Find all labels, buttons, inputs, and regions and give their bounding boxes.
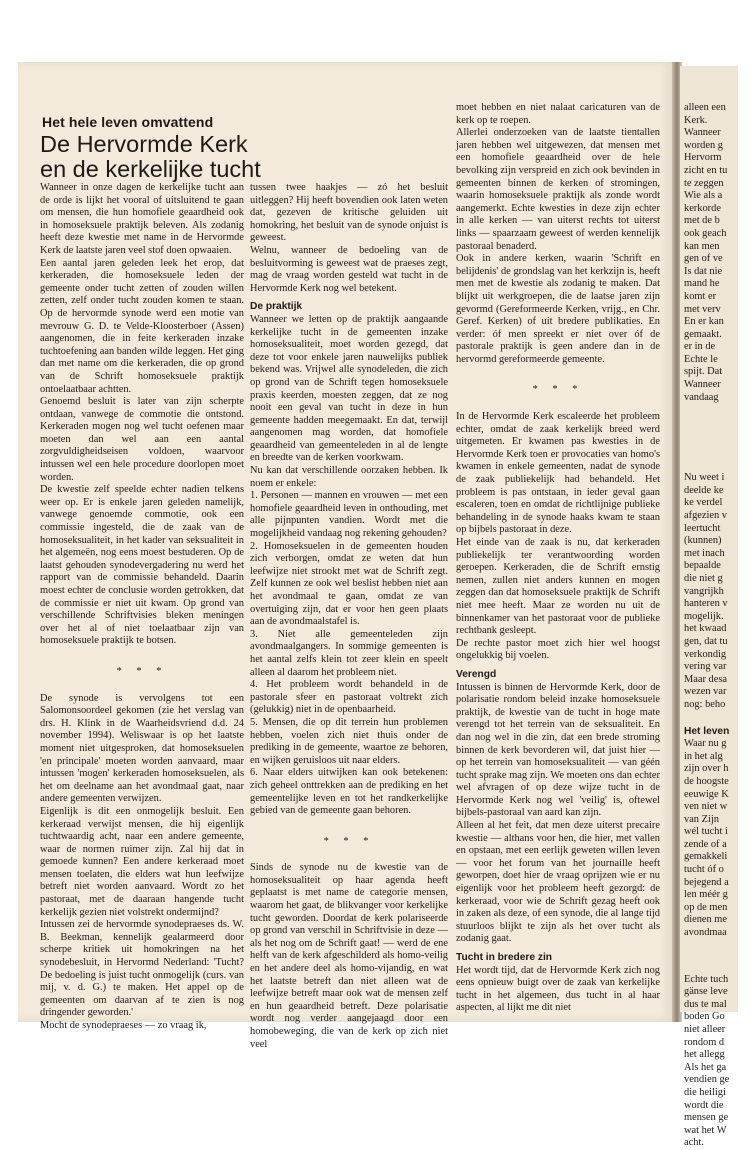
line-group-c — [684, 738, 754, 940]
facing-page — [680, 66, 738, 1149]
text-line: vandaag — [684, 391, 719, 403]
title-line-2: en de kerkelijke tucht — [40, 156, 261, 182]
paragraph: De synode is vervolgens tot een Salomonsoordeel gekomen (zie het verslag van drs. H. Klink in de Waarheidsvriend d.d. 24 november 1994). Weliswaar is op het laatste moment niet uitgesproken, dat homoseksuelen 'en principale' moeten worden aanvaard, maar intussen 'mogen' kerkeraden homoseksuelen, als het om deelname aan het avondmaal gaat, naar andere gemeenten verwijzen. — [40, 692, 244, 805]
text-line: ven niet w — [684, 801, 728, 813]
paragraph: Wanneer we letten op de praktijk aangaande kerkelijke tucht in de gemeenten inzake homoseksualiteit, moet worden gezegd, dat deze tot voor enkele jaren nauwelijks publiek bekend was. Vrijwel alle synodeleden, die zich op grond van de Schrift tegen homoseksuele praxis keerden, moesten zeggen, dat ze nog nooit een geval van tucht in deze in hun gemeente hadden meegemaakt. En dat, terwijl aangenomen mag worden, dat homofiele geaardheid van gemeenteleden in al de lengte en breedte van de kerken voorkwam. — [250, 313, 448, 464]
text-line: zende of a — [684, 838, 727, 850]
text-line: tucht óf o — [684, 864, 724, 876]
list-item: 6. Naar elders uitwijken kan ook betekenen: zich geheel onttrekken aan de prediking en het gemeentelijke leven en tot het randkerkelijke gebied van de gemeente gaan behoren. — [250, 767, 448, 817]
column-1 — [40, 182, 244, 1033]
paragraph: Alleen al het feit, dat men deze uiterst precaire kwestie — althans voor hen, die hier, met vallen en opstaan, met een eerlijk geweten willen leven — voor het forum van het journaille heeft geworpen, doet hier de vraag oprijzen wie er nu eigenlijk voor het probleem heeft gezorgd: de kerkeraad, voor wie de Schrift gezag heeft ook in zaken als deze, of een synode, die al lange tijd stuurloos blijkt te zijn als het over tucht als zodanig gaat. — [456, 820, 660, 945]
text-line: bepaalde — [684, 560, 721, 572]
text-line: boden Go — [684, 1011, 725, 1023]
text-line: gänse leve — [684, 986, 728, 998]
paragraph: Nu kan dat verschillende oorzaken hebben. Ik noem er enkele: — [250, 465, 448, 489]
paragraph: Sinds de synode nu de kwestie van de homoseksualiteit op haar agenda heeft geplaatst is met name de categorie mensen, waarom het gaat, de blikvanger voor kerkelijke tucht geworden. Doordat de kerk polariseerde op grond van verschil in Schriftvisie in deze — als het nog om de Schrift gaat! — werd de ene helft van de kerk afgeschilderd als homo-veilig en het andere deel als homo-vijandig, en wat het laatste betreft dan niet alleen wat de leefwijze betreft maar ook wat de mensen zelf en hun geaardheid betreft. Deze polarisatie wordt nog verder aangejaagd door een homobeweging, die van de kerk op zich niet veel — [250, 862, 448, 1050]
text-line: zicht en tu — [684, 164, 728, 176]
text-line: met de b — [684, 215, 720, 227]
paragraph: Een aantal jaren geleden leek het erop, dat kerkeraden, die homoseksuele leden der gemeente onder tucht zetten of zouden willen zetten, zelf onder tucht zouden komen te staan. Op de hervormde synode werd een motie van mevrouw G. D. te Velde-Kloosterboer (Assen) aangenomen, die in feite kerkeraden inzake tuchtoefening aan banden wilde leggen. Het ging dan met name om die kerkeraden, die op grond van de Schrift homoseksuele praktijk ontoelaatbaar achtten. — [40, 257, 244, 395]
column-2 — [250, 182, 448, 1051]
text-line: op de men — [684, 901, 728, 913]
text-line: wordt die — [684, 1099, 724, 1111]
paragraph: Het wordt tijd, dat de Hervormde Kerk zich nog eens opnieuw buigt over de zaak van kerkelijke tucht in het algemeen, dus tucht in al haar aspecten, al lijkt me dit niet — [456, 964, 660, 1014]
text-line: acht. — [684, 1137, 704, 1149]
text-line: verkondig — [684, 648, 727, 660]
text-line: leertucht — [684, 522, 721, 534]
section-heading: Verengd — [456, 668, 497, 680]
text-line: er in de — [684, 341, 716, 353]
text-line: Als het ga — [684, 1061, 727, 1073]
text-line: afgezien v — [684, 510, 727, 522]
text-line: Echte le — [684, 353, 718, 365]
text-line: in het alg — [684, 750, 723, 762]
list-item: 4. Het probleem wordt behandeld in de pastorale sfeer en pastoraat voltrekt zich (gelukkig) niet in de openbaarheid. — [250, 679, 448, 716]
text-line: Wanneer — [684, 127, 721, 139]
text-line: eeuwige K — [684, 788, 729, 800]
text-line: komt er — [684, 290, 717, 302]
text-line: Nu weet i — [684, 472, 725, 484]
text-line: gen, dat tu — [684, 635, 728, 647]
paragraph: tussen twee haakjes — zó het besluit uitleggen? Hij heeft bovendien ook laten weten dat, gezeven de kritische geluiden uit homokring, het besluit van de synode onjuist is geweest. — [250, 182, 448, 244]
text-line: hanteren v — [684, 598, 728, 610]
text-line: die niet g — [684, 573, 723, 584]
list-item: 1. Personen — mannen en vrouwen — met een homofiele geaardheid leven in onthouding, met alle pijnpunten vandien. Wordt met die mogelijkheid vandaag nog rekening gehouden? — [250, 490, 448, 540]
text-line: ke verdel — [684, 497, 723, 509]
paragraph: Mocht de synodepraeses — zo vraag ik, — [40, 1020, 207, 1031]
line-group-a — [684, 102, 754, 404]
text-line: zijn over h — [684, 763, 729, 775]
text-line: die heiligi — [684, 1086, 726, 1098]
text-line: mensen ge — [684, 1112, 729, 1124]
text-line: spijt. Dat — [684, 366, 723, 378]
text-line: het allegg — [684, 1049, 725, 1061]
paragraph: De kwestie zelf speelde echter nadien telkens weer op. Er is enkele jaren geleden namelijk, vanwege genoemde commotie, ook een commissie ingesteld, die de zaak van de homoseksualiteit, in het kader van seksualiteit in het algemeën, nog eens moest bestuderen. Op de laatst gehouden synodevergadering nu werd het rapport van de commissie behandeld. Daarin moest echter de conclusie worden getrokken, dat de commissie er niet uit kwam. Op grond van verschillende Schriftvisies bleken meningen over het al of niet toelaatbaar zijn van homoseksuele praktijk te botsen. — [40, 484, 244, 647]
paragraph: Wanneer in onze dagen de kerkelijke tucht aan de orde is lijkt het vooral of uitsluitend te gaan om mensen, die hun homofiele geaardheid ook in homoseksuele praktijk beleven. Als zodanig heeft deze kwestie met name in de Hervormde Kerk de laatste jaren veel stof doen opwaaien. — [40, 182, 244, 256]
text-line: Hervorm — [684, 152, 722, 164]
article-title — [40, 132, 261, 182]
text-line: de hoogste — [684, 775, 729, 787]
paragraph: Eigenlijk is dit een onmogelijk besluit. Een kerkeraad verwijst mensen, die hij eigenlijk tuchtwaardig acht, naar een andere gemeente, waar de normen ruimer zijn. Zal hij dat in gemoede kunnen? Een andere kerkeraad moet mensen toelaten, die elders wat hun leefwijze betreft niet worden aanvaard. Wordt zo het pastoraat, met de daaraan hangende tucht kerkelijk gezien niet volstrekt ondermijnd? — [40, 805, 244, 918]
section-heading: De praktijk — [250, 301, 303, 313]
paragraph: Genoemd besluit is later van zijn scherpte ontdaan, vanwege de commotie die ontstond. Kerkeraden mogen nog wel tucht oefenen maar moeten dan wel aan een aantal zorgvuldigheidseisen voldoen, waarvoor intussen wel een hele procedure doorlopen moet worden. — [40, 396, 244, 483]
text-line: bejegend a — [684, 876, 729, 888]
paragraph: Intussen is binnen de Hervormde Kerk, door de polarisatie rondom beleid inzake homoseksuele praktijk, de kwestie van de tucht in hoge mate verengd tot het terrein van de seksualiteit. En dan nog wel in die zin, dat een brede stroming binnen de kerk bevorderen wil, dat juist hier — op het terrein van homoseksualiteit — van géén tucht sprake mag zijn. We moeten ons dan echter wel afvragen of op deze wijze tucht in de Hervormde Kerk nog wel 'veilig' is, oftewel bijbels-pastoraal van aard kan zijn. — [456, 681, 660, 819]
paragraph: Intussen zei de hervormde synodepraeses ds. W. B. Beekman, kennelijk gealarmeerd door scherpe kritiek uit homokringen na het synodebesluit, in Hervormd Nederland: 'Tucht? De bedoeling is juist tucht onmogelijk (curs. van mij, v. d. G.) te maken. Het appel op de gemeenten om daarvan af te zien is nog dringender geworden.' — [40, 919, 244, 1019]
paragraph: moet hebben en niet nalaat caricaturen van de kerk op te roepen. — [456, 102, 660, 126]
column-3 — [456, 102, 660, 1015]
text-line: Kerk. — [684, 114, 708, 126]
text-line: mogelijk. — [684, 610, 724, 622]
text-line: van Zijn — [684, 813, 719, 825]
section-heading: Het leven — [684, 725, 730, 737]
line-group-d — [684, 974, 754, 1150]
text-line: avondmaa — [684, 927, 727, 939]
text-line: rondom d — [684, 1036, 725, 1048]
text-line: te zeggen — [684, 177, 724, 189]
text-line: (kunnen) — [684, 535, 722, 547]
text-line: ook geach — [684, 227, 727, 239]
text-line: gemakkeli — [684, 851, 728, 863]
list-item: 3. Niet alle gemeenteleden zijn avondmaalgangers. In sommige gemeenten is het aantal zelfs klein tot zeer klein en speelt alleen al daarom het probleem niet. — [250, 628, 448, 678]
paragraph: Welnu, wanneer de bedoeling van de besluitvorming is geweest wat de praeses zegt, mag de vraag worden gesteld wat tucht in de Hervormde Kerk nog wel betekent. — [250, 244, 448, 294]
section-divider: * * * — [532, 384, 584, 396]
text-line: kan men — [684, 240, 720, 252]
text-line: deelde ke — [684, 484, 724, 496]
text-line: gemaakt. — [684, 328, 722, 340]
section-heading: Tucht in bredere zin — [456, 952, 553, 963]
text-line: kerkorde — [684, 202, 721, 214]
list-item: 5. Mensen, die op dit terrein hun problemen hebben, voelen zich niet thuis onder de prediking in de gemeente, waartoe ze behoren, en wijken geruisloos uit naar elders. — [250, 716, 448, 766]
text-line: wél tucht i — [684, 826, 728, 838]
text-line: vendien ge — [684, 1074, 730, 1086]
paragraph: Het einde van de zaak is nu, dat kerkeraden publiekelijk ter verantwoording worden geroepen. Kerkeraden, die de Schrift ernstig nemen, zullen niet anders kunnen en mogen zeggen dan dat homoseksuele praktijk de Schrift niet mee heeft. Maar ze worden nu uit de binnenkamer van het pastoraat voor de publieke rechtbank gesleept. — [456, 537, 660, 637]
text-line: Echte tuch — [684, 973, 729, 985]
text-line: Waar nu g — [684, 738, 727, 750]
text-line: En er kan — [684, 316, 724, 328]
text-line: mand he — [684, 278, 720, 290]
text-line: niet alleer — [684, 1024, 726, 1035]
text-line: len méér g — [684, 889, 728, 901]
text-line: met inach — [684, 547, 725, 559]
text-line: wat het W — [684, 1124, 727, 1136]
text-line: vering var — [684, 661, 727, 673]
text-line: Maar desa — [684, 673, 727, 685]
text-line: dus te mal — [684, 998, 727, 1010]
section-divider: * * * — [116, 665, 168, 677]
text-line: worden g — [684, 139, 723, 151]
text-line: gen of ve — [684, 253, 723, 265]
text-line: nog: beho — [684, 698, 726, 710]
section-divider: * * * — [323, 835, 375, 847]
column-4 — [684, 102, 754, 1150]
text-line: vangrijkh — [684, 585, 724, 597]
article-kicker: Het hele leven omvattend — [42, 114, 214, 130]
text-line: Wie als a — [684, 190, 723, 202]
text-line: met verv — [684, 303, 721, 315]
paragraph: In de Hervormde Kerk escaleerde het probleem echter, omdat de zaak kerkelijk breed werd uitgemeten. Er kwamen pas kwesties in de Hervormde Kerk toen er provocaties van homo's kwamen in enkele gemeenten, nadat de synode de zaak publiekelijk had behandeld. Het probleem is pas ontstaan, in ieder geval gaan escaleren, toen en omdat de richtlijnige publieke behandeling in de synode haaks kwam te staan op bijbels pastoraat in deze. — [456, 411, 660, 536]
line-group-b — [684, 472, 754, 711]
text-line: alleen een — [684, 102, 726, 113]
text-line: wezen var — [684, 686, 727, 698]
text-line: Wanneer — [684, 379, 721, 391]
list-item: 2. Homoseksuelen in de gemeenten houden zich verborgen, omdat ze weten dat hun leefwijze niet strookt met wat de Schrift zegt. Zelf kunnen ze ook wel beslist hebben niet aan het avondmaal te gaan, omdat ze van overtuiging zijn, dat er voor hen geen plaats aan de avondmaalstafel is. — [250, 540, 448, 628]
paragraph: Allerlei onderzoeken van de laatste tientallen jaren hebben wel uitgewezen, dat mensen met een homofiele geaardheid over de hele bevolking zijn verspreid en zich ook bevinden in gemeenten binnen de kerken of stromingen, waarin homoseksuele praktijk als zonde wordt aangemerkt. Echte kwesties in deze zijn echter in alle kerken — van uiterst rechts tot uiterst links — spaarzaam geweest of werden kennelijk pastoraal benaderd. — [456, 127, 660, 252]
text-line: het kwaad — [684, 623, 727, 635]
paragraph: Ook in andere kerken, waarin 'Schrift en belijdenis' de grondslag van het kerkzijn is, heeft men met de kwestie als zodanig te maken. Dat blijkt uit werkgroepen, die de laatse jaren zijn gevormd (Gereformeerde Kerken, vrijg., en Chr. Geref. Kerken) of uit bredere publikaties. En verder: óf men spreekt er niet over óf de pastorale praktijk is geen andere dan in de hervormd gereformeerde gemeente. — [456, 253, 660, 365]
title-line-1: De Hervormde Kerk — [40, 131, 248, 157]
paragraph: De rechte pastor moet zich hier wel hoogst ongelukkig bij voelen. — [456, 637, 660, 662]
text-line: Is dat nie — [684, 265, 723, 277]
text-line: dienen me — [684, 914, 727, 926]
